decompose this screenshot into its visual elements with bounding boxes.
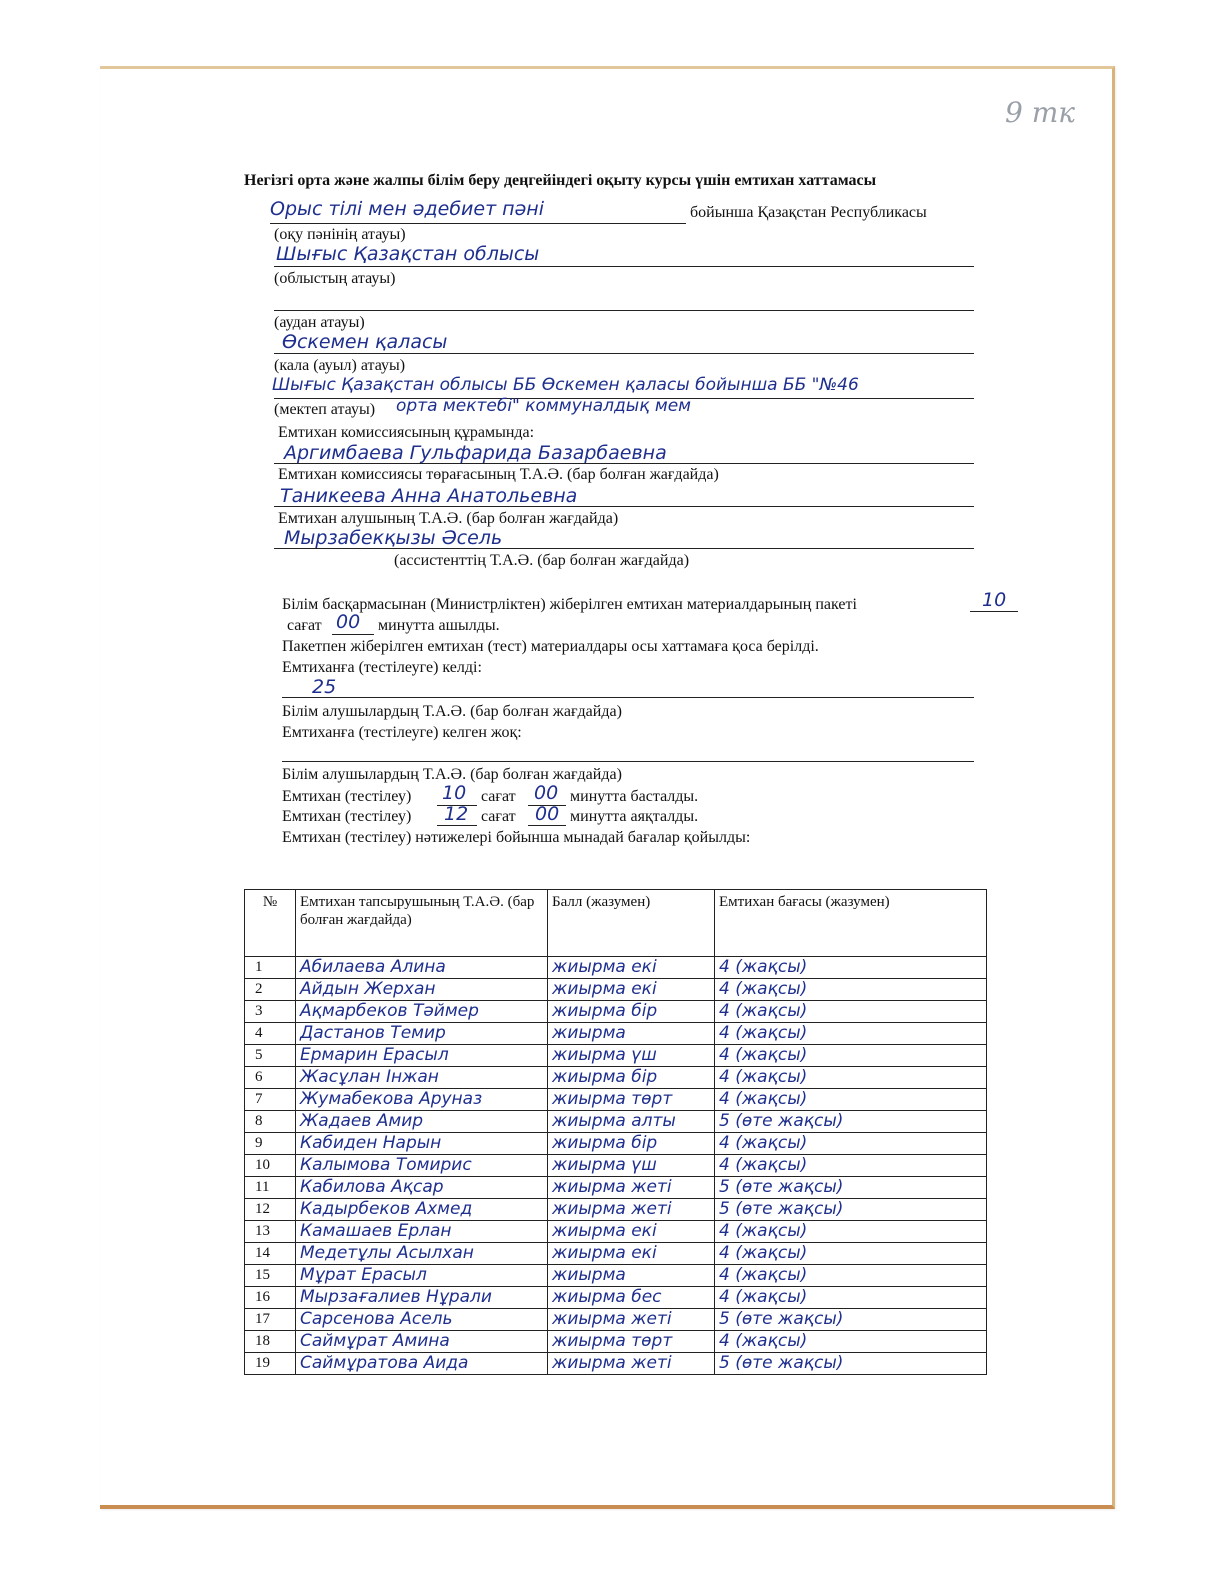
student-name: Жадаев Амир [296, 1111, 548, 1133]
subject-suffix: бойынша Қазақстан Республикасы [690, 204, 927, 221]
table-row [245, 1045, 987, 1067]
row-number: 15 [245, 1265, 296, 1287]
table-row [245, 1089, 987, 1111]
score-words: жиырма алты [548, 1111, 715, 1133]
grade-words: 5 (өте жақсы) [715, 1199, 987, 1221]
start-suffix: минутта басталды. [570, 788, 699, 805]
table-row [245, 1023, 987, 1045]
grade-words: 4 (жақсы) [715, 1221, 987, 1243]
row-number: 9 [245, 1133, 296, 1155]
subject-caption: (оқу пәнінің атауы) [274, 226, 406, 243]
grade-words: 5 (өте жақсы) [715, 1177, 987, 1199]
score-words: жиырма бір [548, 1001, 715, 1023]
package-hour-label: сағат [287, 617, 322, 634]
student-name: Саймұратова Аида [296, 1353, 548, 1375]
score-words: жиырма үш [548, 1155, 715, 1177]
came-label: Емтиханға (тестілеуге) келді: [282, 659, 482, 676]
row-number: 3 [245, 1001, 296, 1023]
row-number: 11 [245, 1177, 296, 1199]
student-name: Саймұрат Амина [296, 1331, 548, 1353]
package-minute-text: минутта ашылды. [378, 617, 500, 634]
row-number: 7 [245, 1089, 296, 1111]
table-row [245, 979, 987, 1001]
package-hour: 10 [982, 589, 1007, 611]
end-prefix: Емтихан (тестілеу) [282, 808, 412, 825]
table-row [245, 1287, 987, 1309]
grade-words: 4 (жақсы) [715, 1133, 987, 1155]
student-name: Жасұлан Інжан [296, 1067, 548, 1089]
row-number: 1 [245, 957, 296, 979]
grade-words: 4 (жақсы) [715, 1287, 987, 1309]
score-words: жиырма жеті [548, 1353, 715, 1375]
student-name: Ермарин Ерасыл [296, 1045, 548, 1067]
row-number: 4 [245, 1023, 296, 1045]
came-caption: Білім алушылардың Т.А.Ә. (бар болған жағдайда) [282, 703, 622, 720]
results-text: Емтихан (тестілеу) нәтижелері бойынша мынадай бағалар қойылды: [282, 829, 751, 846]
city-underline [274, 353, 974, 354]
grade-words: 4 (жақсы) [715, 1155, 987, 1177]
student-name: Мұрат Ерасыл [296, 1265, 548, 1287]
chair-underline [274, 506, 974, 507]
grade-words: 4 (жақсы) [715, 1067, 987, 1089]
region-caption: (облыстың атауы) [274, 270, 396, 287]
grade-words: 4 (жақсы) [715, 979, 987, 1001]
score-words: жиырма бір [548, 1133, 715, 1155]
table-row [245, 1111, 987, 1133]
row-number: 17 [245, 1309, 296, 1331]
grade-words: 5 (өте жақсы) [715, 1111, 987, 1133]
subject-value: Орыс тілі мен әдебиет пәні [270, 198, 544, 220]
school-value-line1: Шығыс Қазақстан облысы ББ Өскемен қаласы бойынша ББ "№46 [272, 375, 859, 395]
start-hour-label: сағат [481, 788, 516, 805]
absent-underline [282, 761, 974, 762]
grade-words: 4 (жақсы) [715, 1001, 987, 1023]
grade-words: 4 (жақсы) [715, 1089, 987, 1111]
end-minute-underline [528, 825, 566, 826]
student-name: Кадырбеков Ахмед [296, 1199, 548, 1221]
subject-underline [270, 223, 686, 224]
row-number: 8 [245, 1111, 296, 1133]
score-words: жиырма екі [548, 1243, 715, 1265]
came-underline [282, 697, 974, 698]
score-words: жиырма үш [548, 1045, 715, 1067]
student-name: Кабилова Ақсар [296, 1177, 548, 1199]
student-name: Жумабекова Аруназ [296, 1089, 548, 1111]
score-words: жиырма жеті [548, 1309, 715, 1331]
table-row [245, 1331, 987, 1353]
page-title: Негізгі орта және жалпы білім беру деңгейіндегі оқыту курсы үшін емтихан хаттамасы [244, 172, 877, 189]
student-name: Камашаев Ерлан [296, 1221, 548, 1243]
grade-words: 4 (жақсы) [715, 1265, 987, 1287]
table-row [245, 1155, 987, 1177]
region-value: Шығыс Қазақстан облысы [276, 243, 540, 265]
score-words: жиырма бір [548, 1067, 715, 1089]
table-row [245, 1001, 987, 1023]
grade-words: 5 (өте жақсы) [715, 1353, 987, 1375]
grades-table-body [245, 957, 987, 1375]
school-value-line2: орта мектебі" коммуналдық мем [396, 396, 691, 416]
end-hour-label: сағат [481, 808, 516, 825]
start-minute: 00 [534, 782, 559, 804]
score-words: жиырма жеті [548, 1199, 715, 1221]
table-row [245, 1177, 987, 1199]
grade-words: 5 (өте жақсы) [715, 1309, 987, 1331]
student-name: Калымова Томирис [296, 1155, 548, 1177]
end-hour-underline [437, 825, 477, 826]
grade-words: 4 (жақсы) [715, 1023, 987, 1045]
chair-name: Таникеева Анна Анатольевна [280, 485, 578, 507]
header-student-name: Емтихан тапсырушының Т.А.Ә. (бар болған жағдайда) [296, 890, 548, 957]
student-name: Медетұлы Асылхан [296, 1243, 548, 1265]
student-name: Кабиден Нарын [296, 1133, 548, 1155]
row-number: 19 [245, 1353, 296, 1375]
table-row [245, 1265, 987, 1287]
header-score: Балл (жазумен) [548, 890, 715, 957]
student-name: Айдын Жерхан [296, 979, 548, 1001]
commission-member: Аргимбаева Гульфарида Базарбаевна [284, 442, 667, 464]
package-minute-underline [332, 634, 374, 635]
table-header-row [245, 890, 987, 957]
assistant-caption: (ассистенттің Т.А.Ә. (бар болған жағдайда) [394, 552, 690, 569]
chair-caption: Емтихан комиссиясы төрағасының Т.А.Ә. (бар болған жағдайда) [278, 466, 719, 483]
score-words: жиырма жеті [548, 1177, 715, 1199]
start-hour: 10 [442, 782, 467, 804]
grade-words: 4 (жақсы) [715, 1243, 987, 1265]
grade-words: 4 (жақсы) [715, 1331, 987, 1353]
district-underline [274, 310, 974, 311]
table-row [245, 1353, 987, 1375]
header-grade: Емтихан бағасы (жазумен) [715, 890, 987, 957]
score-words: жиырма төрт [548, 1331, 715, 1353]
score-words: жиырма екі [548, 1221, 715, 1243]
row-number: 16 [245, 1287, 296, 1309]
commission-member-underline [274, 463, 974, 464]
row-number: 5 [245, 1045, 296, 1067]
grades-table [244, 889, 987, 1375]
table-row [245, 1199, 987, 1221]
end-minute: 00 [535, 803, 560, 825]
city-value: Өскемен қаласы [282, 331, 448, 353]
row-number: 6 [245, 1067, 296, 1089]
score-words: жиырма екі [548, 979, 715, 1001]
table-row [245, 1309, 987, 1331]
student-name: Абилаева Алина [296, 957, 548, 979]
examiner-underline [274, 548, 974, 549]
table-row [245, 1067, 987, 1089]
end-hour: 12 [444, 803, 469, 825]
grade-words: 4 (жақсы) [715, 1045, 987, 1067]
header-number: № [245, 890, 296, 957]
table-row [245, 1243, 987, 1265]
city-caption: (кала (ауыл) атауы) [274, 357, 406, 374]
pencil-note: 9 тк [1005, 96, 1075, 129]
district-caption: (аудан атауы) [274, 314, 365, 331]
absent-label: Емтиханға (тестілеуге) келген жоқ: [282, 724, 522, 741]
row-number: 12 [245, 1199, 296, 1221]
start-prefix: Емтихан (тестілеу) [282, 788, 412, 805]
table-row [245, 1133, 987, 1155]
package-hour-underline [970, 611, 1018, 612]
table-row [245, 1221, 987, 1243]
grade-words: 4 (жақсы) [715, 957, 987, 979]
student-name: Мырзағалиев Нұрали [296, 1287, 548, 1309]
row-number: 18 [245, 1331, 296, 1353]
package-minute: 00 [336, 611, 361, 633]
score-words: жиырма екі [548, 957, 715, 979]
end-suffix: минутта аяқталды. [570, 808, 699, 825]
row-number: 10 [245, 1155, 296, 1177]
student-name: Дастанов Темир [296, 1023, 548, 1045]
score-words: жиырма бес [548, 1287, 715, 1309]
school-caption: (мектеп атауы) [274, 401, 376, 418]
score-words: жиырма төрт [548, 1089, 715, 1111]
commission-label: Емтихан комиссиясының құрамында: [278, 424, 535, 441]
row-number: 2 [245, 979, 296, 1001]
examiner-name: Мырзабекқызы Әсель [284, 527, 503, 549]
package-attached-text: Пакетпен жіберілген емтихан (тест) материалдары осы хаттамаға қоса берілді. [282, 638, 819, 655]
row-number: 14 [245, 1243, 296, 1265]
came-count: 25 [312, 676, 337, 698]
region-underline [274, 266, 974, 267]
score-words: жиырма [548, 1265, 715, 1287]
student-name: Сарсенова Асель [296, 1309, 548, 1331]
row-number: 13 [245, 1221, 296, 1243]
score-words: жиырма [548, 1023, 715, 1045]
student-name: Ақмарбеков Тәймер [296, 1001, 548, 1023]
absent-caption: Білім алушылардың Т.А.Ә. (бар болған жағдайда) [282, 766, 622, 783]
table-row [245, 957, 987, 979]
package-text: Білім басқармасынан (Министрліктен) жіберілген емтихан материалдарының пакеті [282, 596, 857, 613]
examiner-caption: Емтихан алушының Т.А.Ә. (бар болған жағдайда) [278, 510, 619, 527]
